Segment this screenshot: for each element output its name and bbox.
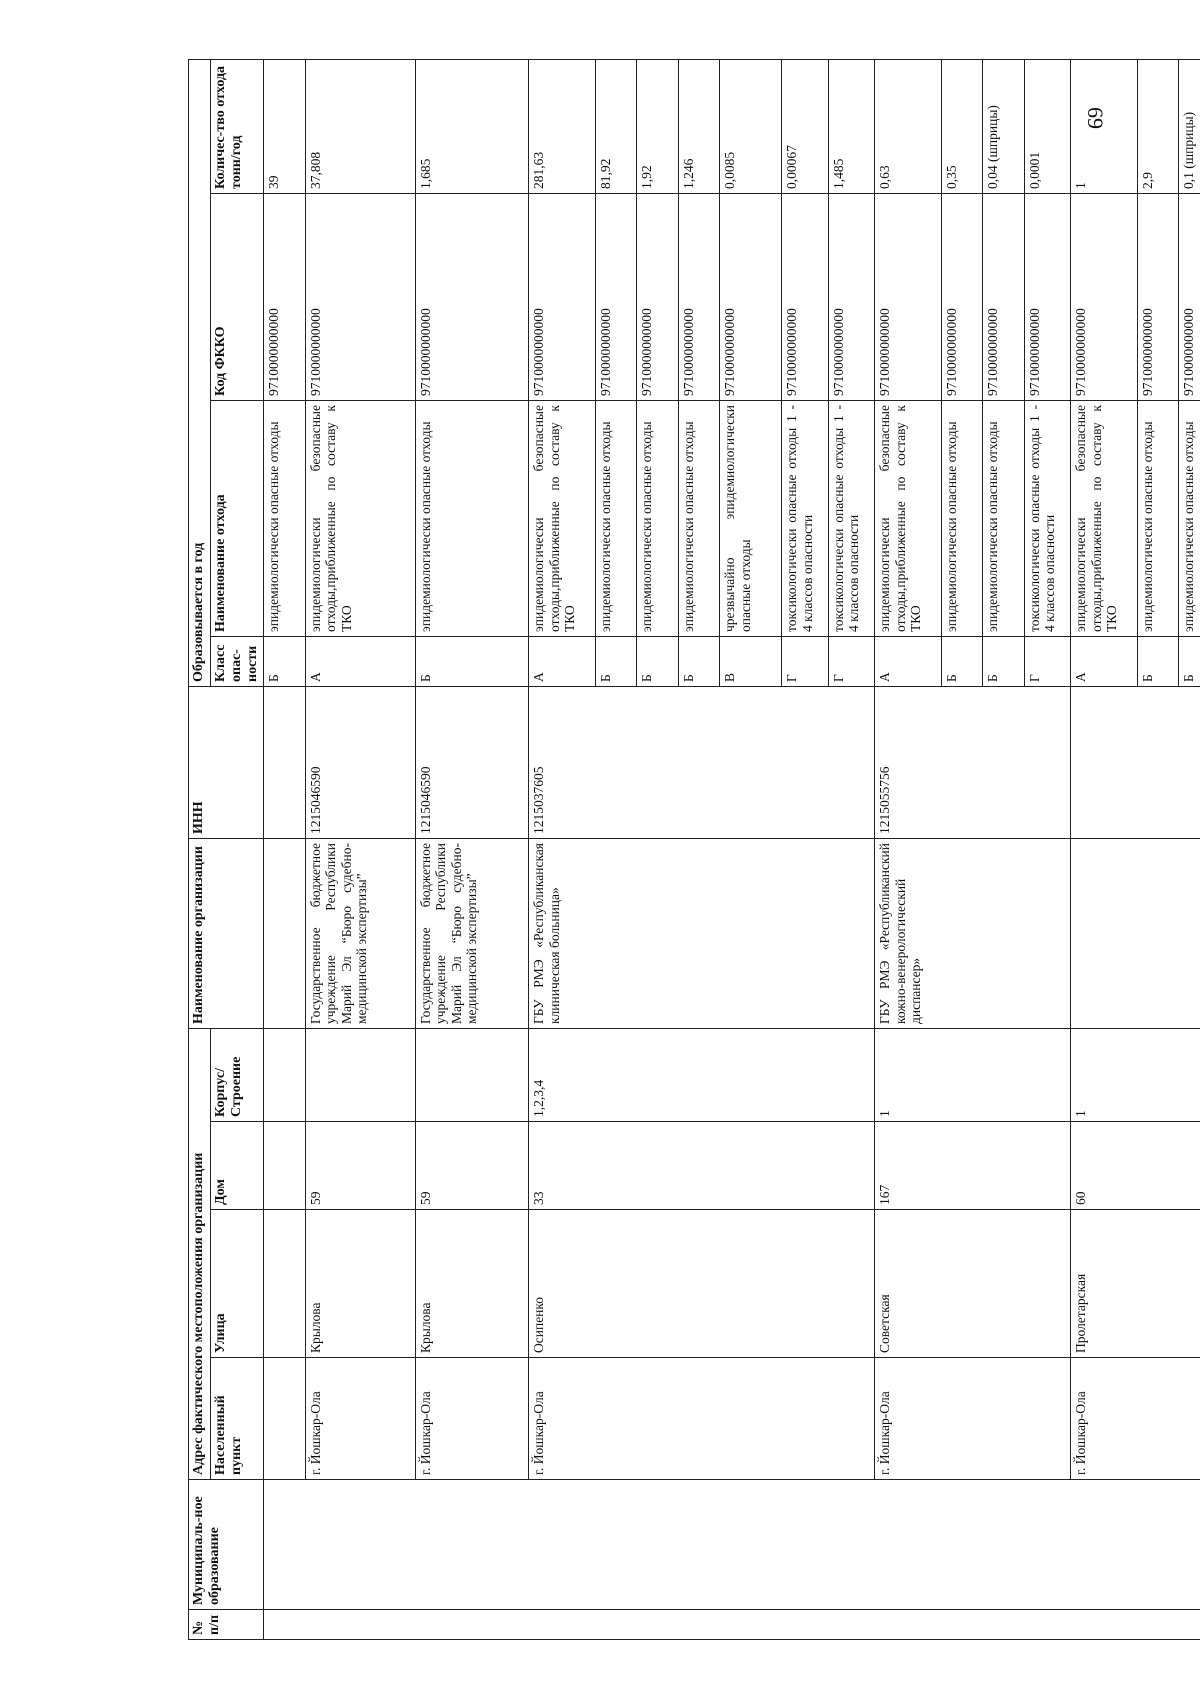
cell-house: 59 [305,1122,415,1210]
cell-waste-name: эпидемиологически безопасные отходы,приближенные по составу к ТКО [529,401,596,637]
cell-settlement: г. Йошкар-Ола [415,1358,529,1480]
cell-street [264,1210,305,1358]
table-row [1071,59,1138,1639]
cell-num [264,1610,1200,1640]
table-row [305,59,415,1639]
cell-settlement: г. Йошкар-Ола [529,1358,875,1480]
cell-hazard: В [720,637,782,687]
header-street: Улица [211,1210,264,1358]
cell-fkko: 9710000000000 [637,194,678,401]
cell-waste-name: токсикологически опасные отходы 1 - 4 классов опасности [828,401,875,637]
cell-amount: 0,0001 [1024,59,1071,193]
cell-fkko: 9710000000000 [1138,194,1179,401]
header-org-name: Наименование организации [189,839,264,1029]
cell-fkko: 9710000000000 [678,194,719,401]
cell-house: 167 [875,1122,1071,1210]
cell-house: 60 [1071,1122,1200,1210]
cell-amount: 0,1 (шприцы) [1179,59,1200,193]
cell-amount: 37,808 [305,59,415,193]
cell-fkko: 9710000000000 [942,194,983,401]
cell-waste-name: эпидемиологически опасные отходы [1179,401,1200,637]
cell-hazard: Б [1138,637,1179,687]
table-row [264,59,305,1639]
cell-municipality [264,1480,1200,1610]
cell-fkko: 9710000000000 [529,194,596,401]
cell-hazard: Б [415,637,529,687]
page-number: 69 [1083,107,1108,129]
cell-hazard: Б [678,637,719,687]
cell-amount: 2,9 [1138,59,1179,193]
waste-table [188,59,1200,1640]
header-house: Дом [211,1122,264,1210]
cell-waste-name: эпидемиологически безопасные отходы,приближенные по составу к ТКО [1071,401,1138,637]
cell-fkko: 9710000000000 [415,194,529,401]
cell-hazard: Б [1179,637,1200,687]
cell-hazard: А [1071,637,1138,687]
cell-building [305,1029,415,1122]
cell-street: Пролетарская [1071,1210,1200,1358]
header-amount: Количес-тво отхода тонн/год [211,59,264,193]
cell-settlement: г. Йошкар-Ола [875,1358,1071,1480]
cell-waste-name: эпидемиологически безопасные отходы,приближенные по составу к ТКО [305,401,415,637]
cell-waste-name: чрезвычайно эпидемиологически опасные отходы [720,401,782,637]
cell-amount: 1,92 [637,59,678,193]
cell-hazard: Г [828,637,875,687]
header-waste-name: Наименование отхода [211,401,264,637]
cell-fkko: 9710000000000 [264,194,305,401]
cell-hazard: А [875,637,942,687]
header-address-group: Адрес фактического местоположения организации [189,1029,211,1480]
table-row [529,59,596,1639]
cell-waste-name: эпидемиологически опасные отходы [264,401,305,637]
cell-inn: 1215046590 [305,687,415,839]
cell-inn [1071,687,1200,839]
cell-org-name: Государственное бюджетное учреждение Республики Марий Эл “Бюро судебно-медицинской экспертизы” [415,839,529,1029]
header-settlement: Населенный пункт [211,1358,264,1480]
cell-hazard: Б [983,637,1024,687]
cell-amount: 1,685 [415,59,529,193]
header-formed-group: Образовывается в год [189,59,211,686]
cell-hazard: Г [1024,637,1071,687]
cell-settlement [264,1358,305,1480]
cell-inn: 1215046590 [415,687,529,839]
cell-org-name: Государственное бюджетное учреждение Республики Марий Эл “Бюро судебно-медицинской экспертизы” [305,839,415,1029]
cell-fkko: 9710000000000 [1179,194,1200,401]
cell-building: 1 [875,1029,1071,1122]
cell-waste-name: эпидемиологически опасные отходы [637,401,678,637]
cell-amount: 0,63 [875,59,942,193]
cell-amount: 39 [264,59,305,193]
cell-org-name: ГБУ РМЭ «Республиканский кожно-венерологический диспансер» [875,839,1071,1029]
cell-waste-name: эпидемиологически опасные отходы [596,401,637,637]
cell-street: Советская [875,1210,1071,1358]
cell-house [264,1122,305,1210]
cell-fkko: 9710000000000 [875,194,942,401]
cell-amount: 0,35 [942,59,983,193]
table-row [875,59,942,1639]
cell-waste-name: эпидемиологически опасные отходы [983,401,1024,637]
header-fkko: Код ФККО [211,194,264,401]
cell-building: 1 [1071,1029,1200,1122]
cell-amount: 1 [1071,59,1138,193]
header-building: Корпус/ Строение [211,1029,264,1122]
cell-building: 1,2,3,4 [529,1029,875,1122]
cell-hazard: А [529,637,596,687]
rotated-table-sheet [188,60,1200,1640]
cell-building [264,1029,305,1122]
cell-fkko: 9710000000000 [782,194,829,401]
cell-waste-name: эпидемиологически опасные отходы [942,401,983,637]
cell-waste-name: токсикологически опасные отходы 1 - 4 классов опасности [782,401,829,637]
cell-waste-name: эпидемиологически опасные отходы [1138,401,1179,637]
table-row [415,59,529,1639]
cell-waste-name: эпидемиологически опасные отходы [678,401,719,637]
cell-hazard: Б [942,637,983,687]
cell-hazard: Б [596,637,637,687]
cell-amount: 0,0085 [720,59,782,193]
cell-amount: 81,92 [596,59,637,193]
cell-fkko: 9710000000000 [305,194,415,401]
cell-amount: 1,246 [678,59,719,193]
cell-amount: 281,63 [529,59,596,193]
cell-amount: 0,04 (шприцы) [983,59,1024,193]
cell-house: 59 [415,1122,529,1210]
cell-street: Осипенко [529,1210,875,1358]
cell-settlement: г. Йошкар-Ола [305,1358,415,1480]
header-hazard: Класс опас-ности [211,637,264,687]
cell-hazard: Б [637,637,678,687]
cell-inn: 1215055756 [875,687,1071,839]
cell-settlement: г. Йошкар-Ола [1071,1358,1200,1480]
cell-waste-name: токсикологически опасные отходы 1 - 4 классов опасности [1024,401,1071,637]
header-inn: ИНН [189,687,264,839]
cell-fkko: 9710000000000 [1071,194,1138,401]
cell-org-name [1071,839,1200,1029]
cell-waste-name: эпидемиологически опасные отходы [415,401,529,637]
cell-fkko: 9710000000000 [1024,194,1071,401]
header-municipality: Муниципаль-ное образование [189,1480,264,1610]
cell-street: Крылова [415,1210,529,1358]
cell-amount: 1,485 [828,59,875,193]
cell-org-name [264,839,305,1029]
cell-hazard: Г [782,637,829,687]
cell-building [415,1029,529,1122]
cell-fkko: 9710000000000 [983,194,1024,401]
cell-amount: 0,00067 [782,59,829,193]
cell-fkko: 9710000000000 [596,194,637,401]
cell-hazard: Б [264,637,305,687]
cell-house: 33 [529,1122,875,1210]
cell-waste-name: эпидемиологически безопасные отходы,приближенные по составу к ТКО [875,401,942,637]
cell-hazard: А [305,637,415,687]
header-num: № п/п [189,1610,264,1640]
cell-org-name: ГБУ РМЭ «Республиканская клиническая больница» [529,839,875,1029]
cell-fkko: 9710000000000 [828,194,875,401]
cell-street: Крылова [305,1210,415,1358]
cell-inn: 1215037605 [529,687,875,839]
cell-fkko: 9710000000000 [720,194,782,401]
cell-inn [264,687,305,839]
